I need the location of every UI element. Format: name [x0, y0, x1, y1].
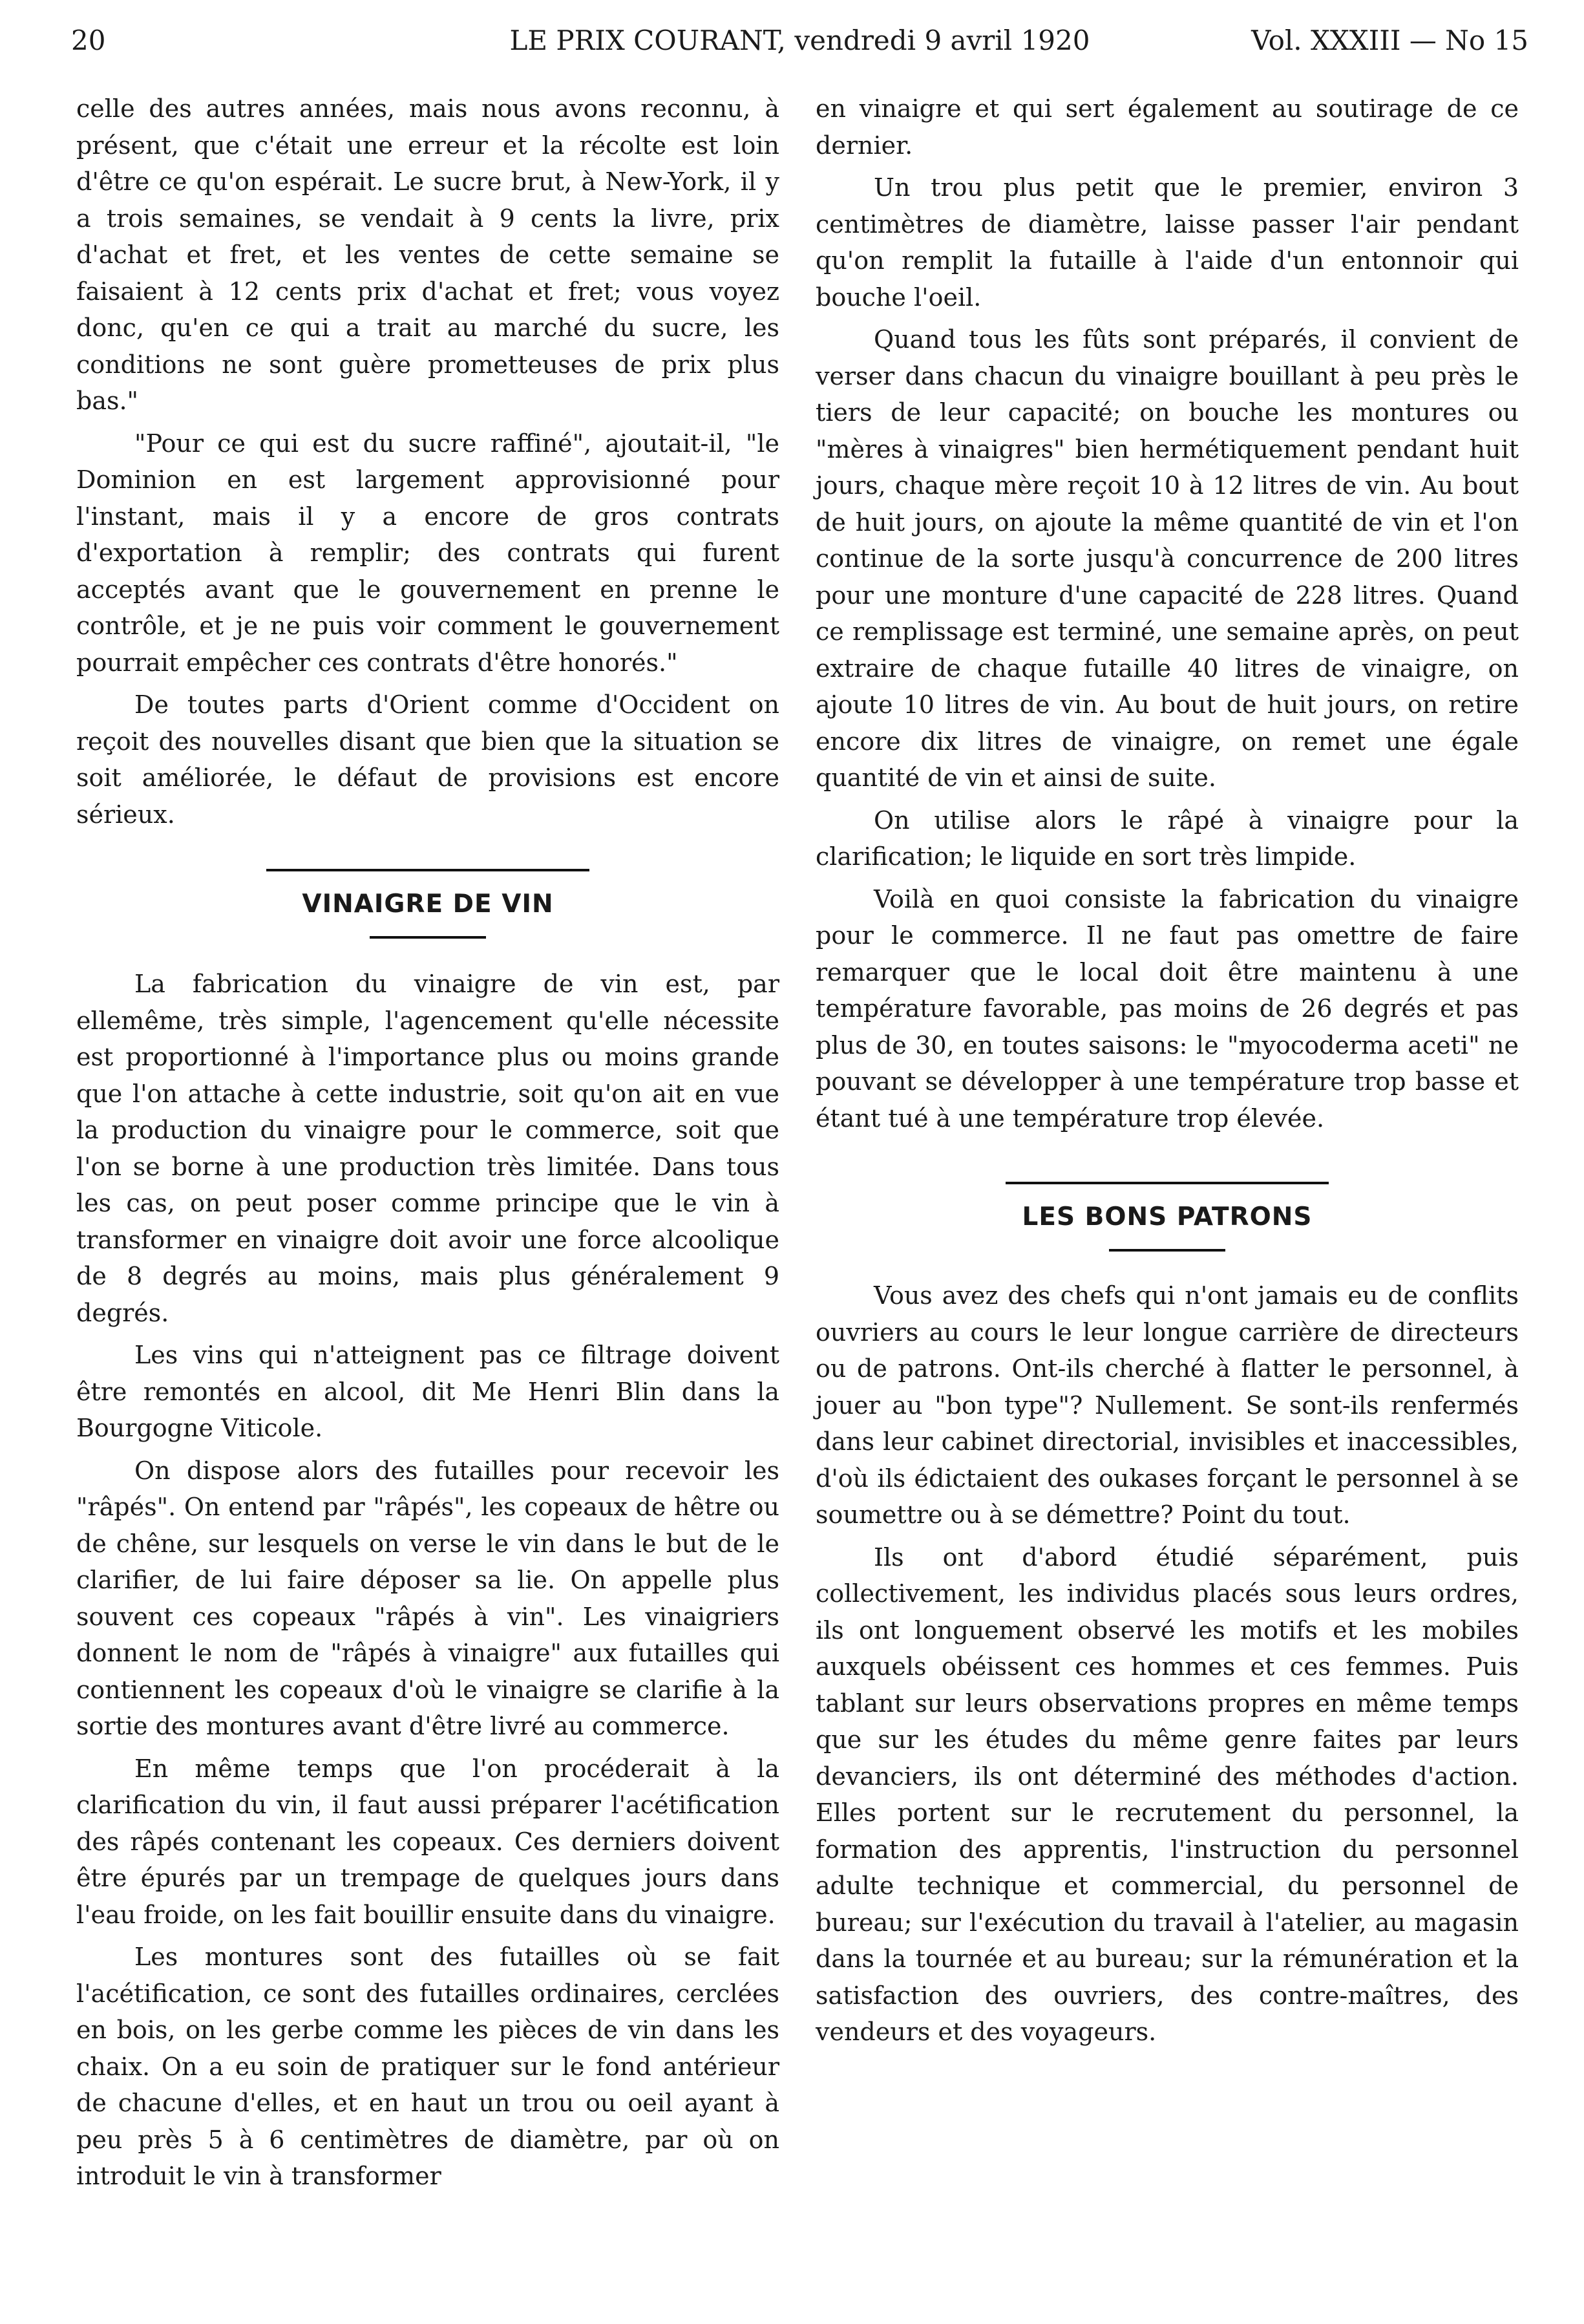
publication-title: LE PRIX COURANT, vendredi 9 avril 1920: [509, 25, 1090, 56]
left-column: [76, 91, 779, 2201]
paragraph: Ils ont d'abord étudié séparément, puis collectivement, les individus placés sous leurs ordres, ils ont longuement observé les motifs et les mobiles auxquels obéissent ces hommes et ces femmes. Puis tablant sur leurs observations propres en même temps que sur les études du même genre faites par leurs devanciers, ils ont déterminé des méthodes d'action. Elles portent sur le recrutement du personnel, la formation des apprentis, l'instruction du personnel adulte technique et commercial, du personnel de bureau; sur l'exécution du travail à l'atelier, au magasin dans la tournée et au bureau; sur la rémunération et la satisfaction des ouvriers, des contre-maîtres, des vendeurs et des voyageurs.: [816, 1542, 1519, 2046]
section-divider-bottom: [816, 1249, 1519, 1252]
paragraph: Vous avez des chefs qui n'ont jamais eu de conflits ouvriers au cours le leur longue carrière de directeurs ou de patrons. Ont-ils cherché à flatter le personnel, à jouer au "bon type"? Nullement. Se sont-ils renfermés dans leur cabinet directorial, invisibles et inaccessibles, d'où ils édictaient des oukases forçant le personnel à se soumettre ou à se démettre? Point du tout.: [816, 1281, 1519, 1529]
section-divider-top: [816, 1182, 1519, 1184]
volume-number: Vol. XXXIII — No 15: [1251, 25, 1528, 56]
paragraph: On utilise alors le râpé à vinaigre pour la clarification; le liquide en sort très limpide.: [816, 805, 1519, 871]
paragraph: Les montures sont des futailles où se fait l'acétification, ce sont des futailles ordinaires, cerclées en bois, on les gerbe comme les pièces de vin dans les chaix. On a eu soin de pratiquer sur le fond antérieur de chacune d'elles, et en haut un trou ou oeil ayant à peu près 5 à 6 centimètres de diamètre, par où on introduit le vin à transformer: [76, 1943, 779, 2190]
right-column: [816, 91, 1519, 2056]
paragraph: Quand tous les fûts sont préparés, il convient de verser dans chacun du vinaigre bouillant à peu près le tiers de leur capacité; on bouche les montures ou "mères à vinaigres" bien hermétiquement pendant huit jours, chaque mère reçoit 10 à 12 litres de vin. Au bout de huit jours, on ajoute la même quantité de vin et l'on continue de la sorte jusqu'à concurrence de 200 litres pour une monture d'une capacité de 228 litres. Quand ce remplissage est terminé, une semaine après, on peut extraire de chaque futaille 40 litres de vinaigre, on ajoute 10 litres de vin. Au bout de huit jours, on retire encore dix litres de vinaigre, on remet une égale quantité de vin et ainsi de suite.: [816, 325, 1519, 792]
paragraph: Un trou plus petit que le premier, environ 3 centimètres de diamètre, laisse passer l'air pendant qu'on remplit la futaille à l'aide d'un entonnoir qui bouche l'oeil.: [816, 173, 1519, 312]
paragraph: Les vins qui n'atteignent pas ce filtrage doivent être remontés en alcool, dit Me Henri Blin dans la Bourgogne Viticole.: [76, 1341, 779, 1442]
paragraph: Voilà en quoi consiste la fabrication du vinaigre pour le commerce. Il ne faut pas omettre de faire remarquer que le local doit être maintenu à une température favorable, pas moins de 26 degrés et pas plus de 30, en toutes saisons: le "myocoderma aceti" ne pouvant se développer à une température trop basse et étant tué à une température trop élevée.: [816, 884, 1519, 1133]
paragraph: en vinaigre et qui sert également au soutirage de ce dernier.: [816, 94, 1519, 160]
section-title-bons-patrons: LES BONS PATRONS: [1022, 1202, 1313, 1231]
paragraph: celle des autres années, mais nous avons reconnu, à présent, que c'était une erreur et la récolte est loin d'être ce qu'on espérait. Le sucre brut, à New-York, il y a trois semaines, se vendait à 9 cents la livre, prix d'achat et fret, et les ventes de cette semaine se faisaient à 12 cents prix d'achat et fret; vous voyez donc, qu'en ce qui a trait au marché du sucre, les conditions ne sont guère prometteuses de prix plus bas.": [76, 94, 779, 415]
paragraph: De toutes parts d'Orient comme d'Occident on reçoit des nouvelles disant que bien que la situation se soit améliorée, le défaut de provisions est encore sérieux.: [76, 690, 779, 829]
section-title-vinaigre: VINAIGRE DE VIN: [302, 890, 554, 919]
paragraph: La fabrication du vinaigre de vin est, par ellemême, très simple, l'agencement qu'elle nécessite est proportionné à l'importance plus ou moins grande que l'on attache à cette industrie, soit qu'on ait en vue la production du vinaigre pour le commerce, soit que l'on se borne à une production très limitée. Dans tous les cas, on peut poser comme principe que le vin à transformer en vinaigre doit avoir une force alcoolique de 8 degrés au moins, mais plus généralement 9 degrés.: [76, 970, 779, 1327]
paragraph: "Pour ce qui est du sucre raffiné", ajoutait-il, "le Dominion en est largement approvisionné pour l'instant, mais il y a encore de gros contrats d'exportation à remplir; des contrats qui furent acceptés avant que le gouvernement en prenne le contrôle, et je ne puis voir comment le gouvernement pourrait empêcher ces contrats d'être honorés.": [76, 429, 779, 677]
section-divider-bottom: [76, 936, 779, 939]
paragraph: On dispose alors des futailles pour recevoir les "râpés". On entend par "râpés", les copeaux de hêtre ou de chêne, sur lesquels on verse le vin dans le but de le clarifier, de lui faire déposer sa lie. On appelle plus souvent ces copeaux "râpés à vin". Les vinaigriers donnent le nom de "râpés à vinaigre" aux futailles qui contiennent les copeaux d'où le vinaigre se clarifie à la sortie des montures avant d'être livré au commerce.: [76, 1456, 779, 1740]
page-number: 20: [71, 25, 106, 56]
section-divider-top: [76, 869, 779, 871]
page-header: [71, 25, 1528, 63]
paragraph: En même temps que l'on procéderait à la clarification du vin, il faut aussi préparer l'acétification des râpés contenant les copeaux. Ces derniers doivent être épurés par un trempage de quelques jours dans l'eau froide, on les fait bouillir ensuite dans du vinaigre.: [76, 1754, 779, 1929]
